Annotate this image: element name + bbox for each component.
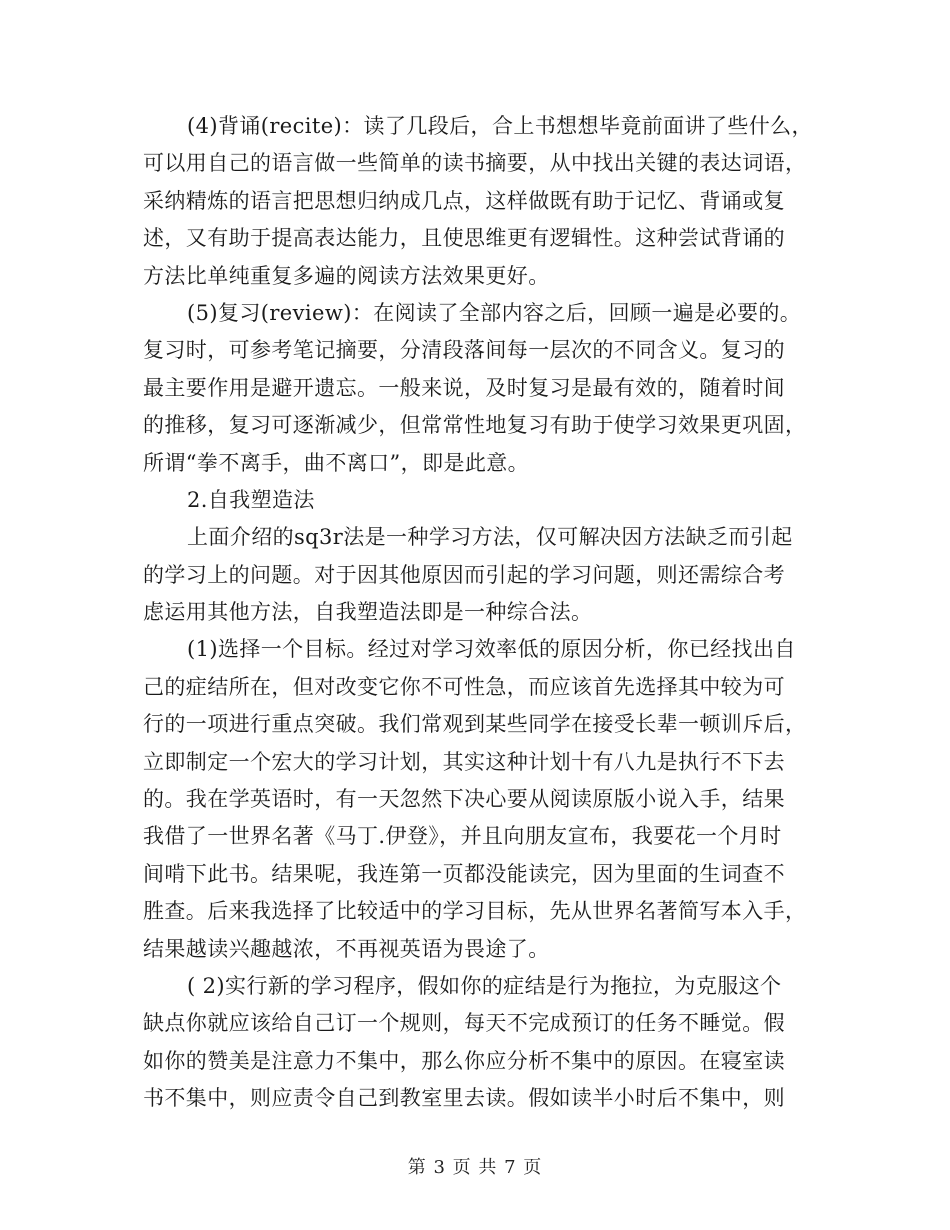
text-line: 可以用自己的语言做一些简单的读书摘要，从中找出关键的表达词语，: [143, 151, 807, 176]
text-line: ( 2)实行新的学习程序，假如你的症结是行为拖拉，为克服这个: [187, 973, 782, 998]
text-line: 书不集中，则应责令自己到教室里去读。假如读半小时后不集中，则: [143, 1086, 785, 1111]
text-line: 立即制定一个宏大的学习计划，其实这种计划十有八九是执行不下去: [143, 749, 785, 774]
text-line: 我借了一世界名著《马丁.伊登》，并且向朋友宣布，我要花一个月时: [143, 824, 782, 849]
text-line: 的学习上的问题。对于因其他原因而引起的学习问题，则还需综合考: [143, 562, 785, 587]
text-line: 方法比单纯重复多遍的阅读方法效果更好。: [143, 263, 550, 288]
text-line: 采纳精炼的语言把思想归纳成几点，这样做既有助于记忆、背诵或复: [143, 188, 785, 213]
text-line: 己的症结所在，但对改变它你不可性急，而应该首先选择其中较为可: [143, 674, 785, 699]
text-line: (4)背诵(recite)：读了几段后，合上书想想毕竟前面讲了些什么，: [187, 114, 813, 138]
text-line: 如你的赞美是注意力不集中，那么你应分析不集中的原因。在寝室读: [143, 1048, 785, 1073]
text-line: 最主要作用是避开遗忘。一般来说，及时复习是最有效的，随着时间: [143, 375, 785, 400]
text-line: 间啃下此书。结果呢，我连第一页都没能读完，因为里面的生词查不: [143, 861, 785, 886]
text-line: 胜查。后来我选择了比较适中的学习目标，先从世界名著简写本入手，: [143, 899, 807, 924]
text-line: 的推移，复习可逐渐减少，但常常性地复习有助于使学习效果更巩固，: [143, 413, 807, 438]
text-line: 述，又有助于提高表达能力，且使思维更有逻辑性。这种尝试背诵的: [143, 226, 785, 251]
text-line: 虑运用其他方法，自我塑造法即是一种综合法。: [143, 600, 593, 625]
text-line: 复习时，可参考笔记摘要，分清段落间每一层次的不同含义。复习的: [143, 338, 785, 363]
text-line: 2.自我塑造法: [187, 487, 315, 512]
document-body: [143, 108, 815, 1118]
text-line: 上面介绍的sq3r法是一种学习方法，仅可解决因方法缺乏而引起: [187, 525, 793, 550]
text-line: 的。我在学英语时，有一天忽然下决心要从阅读原版小说入手，结果: [143, 787, 785, 812]
text-line: (5)复习(review)：在阅读了全部内容之后，回顾一遍是必要的。: [187, 300, 802, 325]
text-line: (1)选择一个目标。经过对学习效率低的原因分析，你已经找出自: [187, 637, 796, 662]
text-line: 缺点你就应该给自己订一个规则，每天不完成预订的任务不睡觉。假: [143, 1011, 785, 1036]
text-line: 结果越读兴趣越浓，不再视英语为畏途了。: [143, 936, 550, 961]
text-line: 所谓“拳不离手，曲不离口”，即是此意。: [143, 450, 530, 475]
text-line: 行的一项进行重点突破。我们常观到某些同学在接受长辈一顿训斥后，: [143, 712, 807, 737]
page-number-footer: 第 3 页 共 7 页: [407, 1157, 543, 1178]
